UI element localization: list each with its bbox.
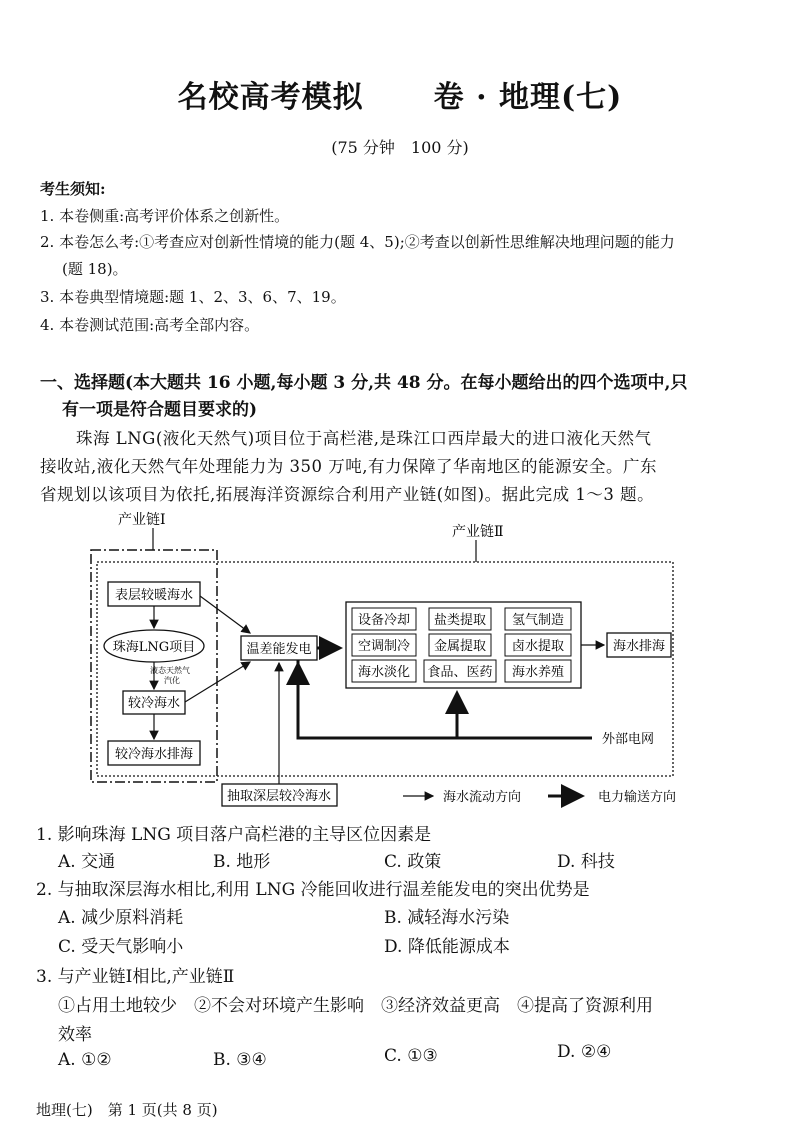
legend-power-label: 电力输送方向 <box>598 790 677 805</box>
grid-cell-label: 海水养殖 <box>511 665 565 680</box>
option-d[interactable]: D. 降低能源成本 <box>384 937 510 957</box>
deep-water-label: 抽取深层较冷海水 <box>226 789 332 804</box>
legend-water-label: 海水流动方向 <box>443 790 522 805</box>
passage-line: 省规划以该项目为依托,拓展海洋资源综合利用产业链(如图)。据此完成 1～3 题。 <box>40 485 655 504</box>
notice-item: 1. 本卷侧重:高考评价体系之创新性。 <box>40 207 290 225</box>
notice-item: 3. 本卷典型情境题:题 1、2、3、6、7、19。 <box>40 288 346 306</box>
title-right: 卷 · 地理(七) <box>433 80 623 115</box>
option-c[interactable]: C. 受天气影响小 <box>58 937 184 957</box>
question-stem: 2. 与抽取深层海水相比,利用 LNG 冷能回收进行温差能发电的突出优势是 <box>36 880 590 900</box>
cold-water-label: 较冷海水 <box>127 696 181 711</box>
gasify-note: 液态天然气 <box>150 666 190 675</box>
lng-project-label: 珠海LNG项目 <box>112 640 196 655</box>
otec-label: 温差能发电 <box>246 642 312 657</box>
grid-cell-label: 氢气制造 <box>511 613 565 628</box>
chain2-label: 产业链Ⅱ <box>452 524 504 540</box>
notice-heading: 考生须知: <box>40 180 106 198</box>
external-grid-label: 外部电网 <box>602 732 655 747</box>
question-stem: 1. 影响珠海 LNG 项目落户高栏港的主导区位因素是 <box>36 825 432 845</box>
option-a[interactable]: A. 减少原料消耗 <box>58 908 184 928</box>
page-footer: 地理(七) 第 1 页(共 8 页) <box>36 1101 218 1119</box>
option-d[interactable]: D. ②④ <box>557 1042 612 1062</box>
option-b[interactable]: B. ③④ <box>213 1050 267 1070</box>
industry-chain-diagram <box>0 505 800 810</box>
grid-cell-label: 食品、医药 <box>427 665 493 680</box>
option-a[interactable]: A. 交通 <box>58 852 116 872</box>
notice-item: (题 18)。 <box>62 260 128 278</box>
notice-item: 4. 本卷测试范围:高考全部内容。 <box>40 316 260 334</box>
title-left: 名校高考模拟 <box>177 80 364 115</box>
option-b[interactable]: B. 减轻海水污染 <box>384 908 510 928</box>
exam-duration-score: (75 分钟 100 分) <box>331 138 469 157</box>
section-heading: 一、选择题(本大题共 16 小题,每小题 3 分,共 48 分。在每小题给出的四个选项中,只 <box>40 373 688 393</box>
grid-cell-label: 空调制冷 <box>357 639 411 654</box>
chain1-label: 产业链Ⅰ <box>118 512 166 528</box>
option-d[interactable]: D. 科技 <box>557 852 615 872</box>
passage-line: 珠海 LNG(液化天然气)项目位于高栏港,是珠江口西岸最大的进口液化天然气 <box>76 429 652 448</box>
grid-cell-label: 卤水提取 <box>511 639 565 654</box>
flow-arrow <box>200 596 250 633</box>
grid-cell-label: 盐类提取 <box>433 613 487 628</box>
question-stem: 3. 与产业链Ⅰ相比,产业链Ⅱ <box>36 967 235 987</box>
option-a[interactable]: A. ①② <box>58 1050 112 1070</box>
notice-item: 2. 本卷怎么考:①考查应对创新性情境的能力(题 4、5);②考查以创新性思维解决地理问题的能力 <box>40 233 675 251</box>
option-c[interactable]: C. 政策 <box>384 852 442 872</box>
application-grid <box>352 608 571 682</box>
section-heading-cont: 有一项是符合题目要求的) <box>62 400 258 420</box>
sea-discharge-label: 海水排海 <box>612 639 666 654</box>
grid-cell-label: 金属提取 <box>433 639 487 654</box>
grid-cell-label: 设备冷却 <box>357 613 411 628</box>
option-c[interactable]: C. ①③ <box>384 1046 438 1066</box>
question-statements-cont: 效率 <box>58 1025 92 1045</box>
cold-discharge-label: 较冷海水排海 <box>114 747 194 762</box>
gasify-note: 汽化 <box>164 676 180 685</box>
paper-title <box>0 72 800 116</box>
grid-cell-label: 海水淡化 <box>357 665 411 680</box>
surface-water-label: 表层较暖海水 <box>114 588 194 603</box>
option-b[interactable]: B. 地形 <box>213 852 271 872</box>
question-statements: ①占用土地较少 ②不会对环境产生影响 ③经济效益更高 ④提高了资源利用 <box>58 996 653 1016</box>
passage-line: 接收站,液化天然气年处理能力为 350 万吨,有力保障了华南地区的能源安全。广东 <box>40 457 657 476</box>
